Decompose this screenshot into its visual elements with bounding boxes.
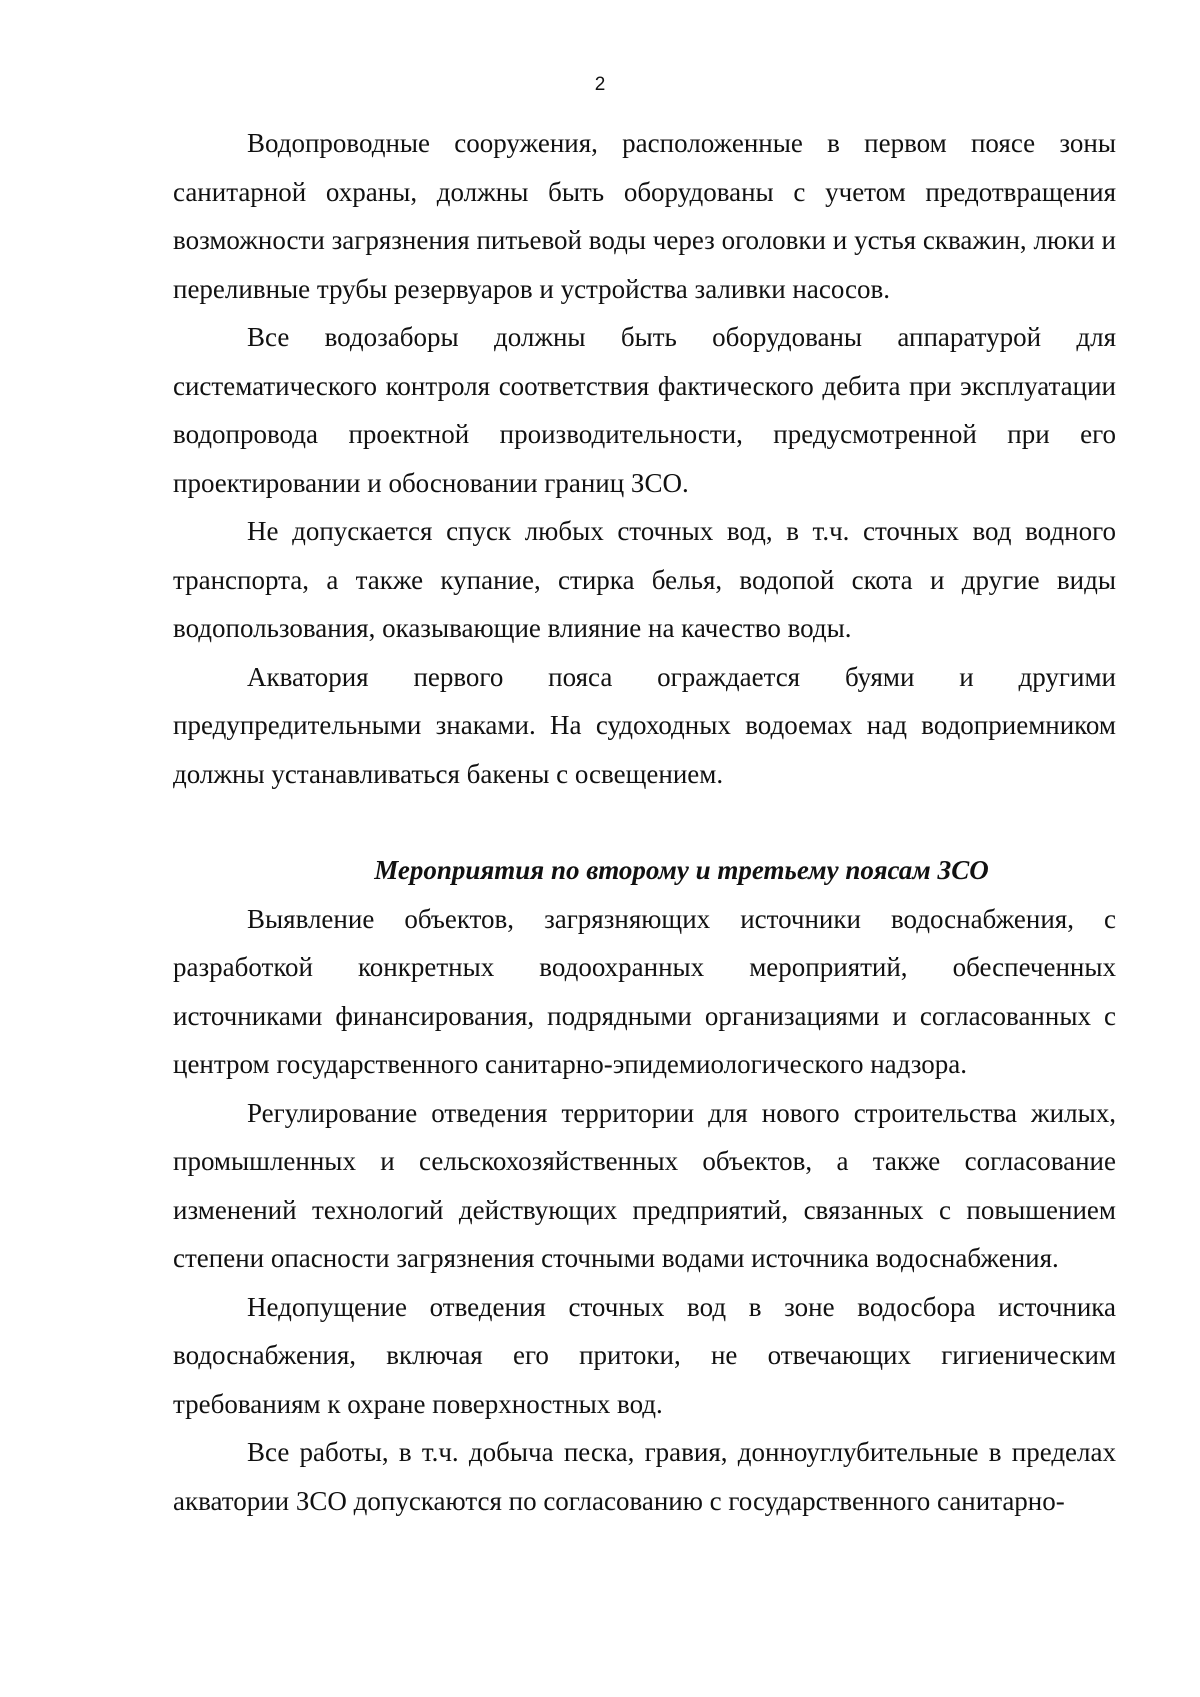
paragraph-wastewater-prohibition: Не допускается спуск любых сточных вод, в т.ч. сточных вод водного транспорта, а также купание, стирка белья, водопой скота и другие виды водопользования, оказывающие влияние на качество воды. bbox=[173, 516, 1116, 643]
page-number: 2 bbox=[594, 74, 606, 95]
document-body bbox=[173, 119, 1116, 1525]
paragraph-water-intake-equipment: Все водозаборы должны быть оборудованы аппаратурой для систематического контроля соответствия фактического дебита при эксплуатации водопровода проектной производительности, предусмотренной при его проектировании и обосновании границ ЗСО. bbox=[173, 322, 1116, 498]
paragraph-first-belt-structures: Водопроводные сооружения, расположенные в первом поясе зоны санитарной охраны, должны быть оборудованы с учетом предотвращения возможности загрязнения питьевой воды через оголовки и устья скважин, люки и переливные трубы резервуаров и устройства заливки насосов. bbox=[173, 128, 1116, 304]
paragraph-water-area-buoys: Акватория первого пояса ограждается буями и другими предупредительными знаками. На судоходных водоемах над водоприемником должны устанавливаться бакены с освещением. bbox=[173, 661, 1116, 789]
section-heading: Мероприятия по второму и третьему поясам ЗСО bbox=[374, 855, 989, 885]
paragraph-wastewater-discharge: Недопущение отведения сточных вод в зоне водосбора источника водоснабжения, включая его притоки, не отвечающих гигиеническим требованиям к охране поверхностных вод. bbox=[173, 1291, 1116, 1419]
paragraph-works-approval: Все работы, в т.ч. добыча песка, гравия, донноуглубительные в пределах акватории ЗСО допускаются по согласованию с государственного санитарно- bbox=[173, 1437, 1116, 1516]
paragraph-pollution-sources: Выявление объектов, загрязняющих источники водоснабжения, с разработкой конкретных водоохранных мероприятий, обеспеченных источниками финансирования, подрядными организациями и согласованных с центром государственного санитарно-эпидемиологического надзора. bbox=[173, 903, 1116, 1079]
paragraph-territory-regulation: Регулирование отведения территории для нового строительства жилых, промышленных и сельскохозяйственных объектов, а также согласование изменений технологий действующих предприятий, связанных с повышением степени опасности загрязнения сточными водами источника водоснабжения. bbox=[173, 1097, 1116, 1273]
